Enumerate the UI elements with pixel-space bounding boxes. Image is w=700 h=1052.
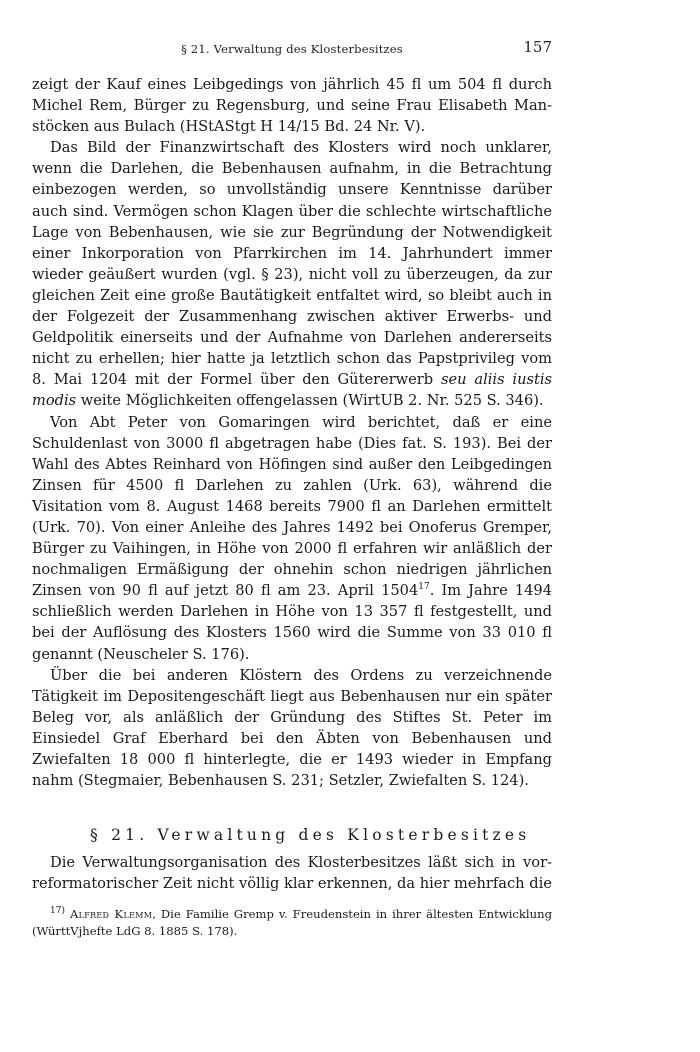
section-heading: § 21. Verwaltung des Klosterbesitzes — [90, 826, 531, 845]
body-text — [32, 74, 552, 894]
paragraph-5: Die Verwaltungsorganisation des Klosterbesitzes läßt sich in vorreformatorischer Zeit nicht völlig klar erkennen, da hier mehrfach die — [32, 854, 552, 893]
paragraph-3 — [32, 412, 552, 665]
paragraph-4: Über die bei anderen Klöstern des Ordens zu verzeichnende Tätigkeit im Depositengeschäft liegt aus Bebenhausen nur ein später Beleg vor, als anläßlich der Gründung des Stiftes St. Peter im Einsiedel Graf Eberhard bei den Äbten von Bebenhausen und Zwiefalten 18 000 fl hinterlegte, die er 1493 wieder in Empfang nahm (Stegmaier, Bebenhausen S. 231; Setzler, Zwiefalten S. 124). — [32, 666, 552, 790]
paragraph-2-text-b: weite Möglichkeiten offengelassen (WirtUB 2. Nr. 525 S. 346). — [76, 392, 544, 410]
page-number: 157 — [523, 38, 552, 56]
paragraph-3-text-b: . Im Jahre 1494 schließlich werden Darlehen in Höhe von 13 357 fl festgestellt, und bei der Auflösung des Klosters 1560 wird die Summe von 33 010 fl genannt (Neuscheler S. 176). — [32, 582, 552, 663]
paragraph-1: zeigt der Kauf eines Leibgedings von jährlich 45 fl um 504 fl durch Michel Rem, Bürger zu Regensburg, und seine Frau Elisabeth Manstöcken aus Bulach (HStAStgt H 14/15 Bd. 24 Nr. V). — [32, 76, 552, 136]
footnote-reference[interactable]: 17 — [418, 582, 430, 593]
footnote — [32, 906, 552, 939]
footnote-author: Alfred Klemm — [69, 907, 153, 922]
running-head — [32, 38, 552, 64]
document-page — [32, 38, 552, 939]
latin-phrase: seu aliis iustis modis — [32, 371, 552, 410]
footnote-text: , Die Familie Gremp v. Freudenstein in ihrer ältesten Entwicklung (WürttVjhefte LdG 8. 1885 S. 178). — [32, 907, 552, 938]
paragraph-2-text-a: Das Bild der Finanzwirtschaft des Klosters wird noch unklarer, wenn die Darlehen, die Bebenhausen aufnahm, in die Betrachtung einbezogen werden, so unvollständig unsere Kenntnisse darüber auch sind. Vermögen schon Klagen über die schlechte wirtschaftliche Lage von Bebenhausen, wie sie zur Begründung der Notwendigkeit einer Inkorporation von Pfarrkirchen im 14. Jahrhundert immer wieder geäußert wurden (vgl. § 23), nicht voll zu überzeugen, da zur gleichen Zeit eine große Bautätigkeit entfaltet wird, so bleibt auch in der Folgezeit der Zusammenhang zwischen aktiver Erwerbs- und Geldpolitik einerseits und der Aufnahme von Darlehen andererseits nicht zu erhellen; hier hatte ja letztlich schon das Papstprivileg vom 8. Mai 1204 mit der Formel über den Gütererwerb — [32, 139, 552, 389]
footnote-marker: 17) — [50, 906, 65, 917]
paragraph-3-text-a: Von Abt Peter von Gomaringen wird berichtet, daß er eine Schuldenlast von 3000 fl abgetragen habe (Dies fat. S. 193). Bei der Wahl des Abtes Reinhard von Höfingen sind außer den Leibgedingen Zinsen für 4500 fl Darlehen zu zahlen (Urk. 63), während die Visitation vom 8. August 1468 bereits 7900 fl an Darlehen ermittelt (Urk. 70). Von einer Anleihe des Jahres 1492 bei Onoferus Gremper, Bürger zu Vaihingen, in Höhe von 2000 fl erfahren wir anläßlich der nochmaligen Ermäßigung der ohnehin schon niedrigen jährlichen Zinsen von 90 fl auf jetzt 80 fl am 23. April 1504 — [32, 413, 552, 600]
running-title: § 21. Verwaltung des Klosterbesitzes — [181, 42, 403, 56]
paragraph-2 — [32, 137, 552, 411]
